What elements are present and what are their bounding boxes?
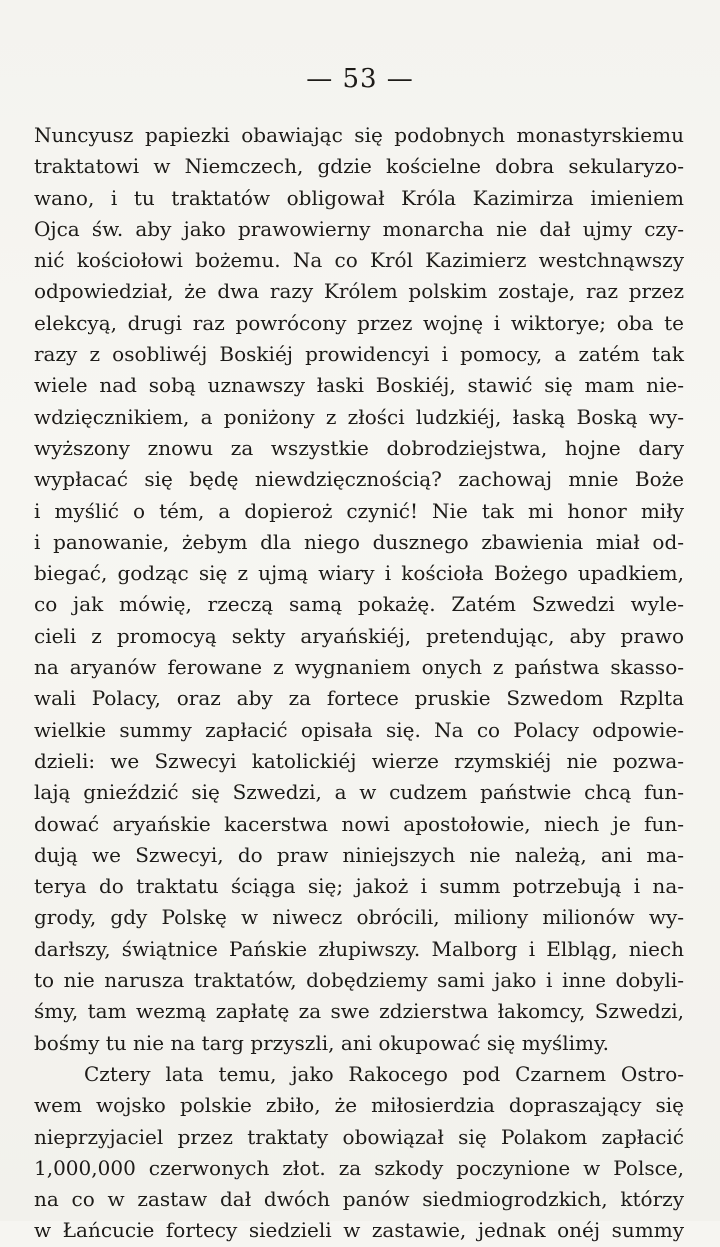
text-line: i panowanie, żebym dla niego dusznego zbawienia miał od- xyxy=(34,529,684,554)
text-line: Ojca św. aby jako prawowierny monarcha nie dał ujmy czy- xyxy=(34,216,684,241)
text-line: co jak mówię, rzeczą samą pokażę. Zatém Szwedzi wyle- xyxy=(34,592,684,617)
text-line: wypłacać się będę niewdzięcznością? zachowaj mnie Boże xyxy=(34,467,684,492)
text-line: na co w zastaw dał dwóch panów siedmiogrodzkich, którzy xyxy=(34,1187,684,1212)
text-line: elekcyą, drugi raz powrócony przez wojnę i wiktorye; oba te xyxy=(34,310,684,335)
body-text xyxy=(34,120,684,1247)
text-line: wielkie summy zapłacić opisała się. Na co Polacy odpowie- xyxy=(34,717,684,742)
text-line: na aryanów ferowane z wygnaniem onych z państwa skasso- xyxy=(34,655,684,680)
text-line: Nuncyusz papiezki obawiając się podobnych monastyrskiemu xyxy=(34,123,684,147)
text-line: darłszy, świątnice Pańskie złupiwszy. Malborg i Elbląg, niech xyxy=(34,936,684,961)
text-line: to nie narusza traktatów, dobędziemy sami jako i inne dobyli- xyxy=(34,968,684,993)
text-line: cieli z promocyą sekty aryańskiéj, pretendując, aby prawo xyxy=(34,623,684,648)
text-line: traktatowi w Niemczech, gdzie kościelne dobra sekularyzo- xyxy=(34,154,684,179)
text-line: wiele nad sobą uznawszy łaski Boskiéj, stawić się mam nie- xyxy=(34,373,684,398)
text-line: w Łańcucie fortecy siedzieli w zastawie, jednak onéj summy xyxy=(34,1218,684,1243)
text-line: wano, i tu traktatów obligował Króla Kazimirza imieniem xyxy=(34,185,684,210)
text-line: i myślić o tém, a dopieroż czynić! Nie tak mi honor miły xyxy=(34,498,684,523)
text-line: dzieli: we Szwecyi katolickiéj wierze rzymskiéj nie pozwa- xyxy=(34,748,684,773)
page-number: — 53 — xyxy=(306,64,414,94)
text-line: terya do traktatu ściąga się; jakoż i summ potrzebują i na- xyxy=(34,874,684,899)
text-line: lają gnieździć się Szwedzi, a w cudzem państwie chcą fun- xyxy=(34,780,684,805)
text-line: grody, gdy Polskę w niwecz obrócili, miliony milionów wy- xyxy=(34,905,684,930)
text-line: nić kościołowi bożemu. Na co Król Kazimierz westchnąwszy xyxy=(34,248,684,273)
text-line: nieprzyjaciel przez traktaty obowiązał się Polakom zapłacić xyxy=(34,1124,684,1149)
text-line: razy z osobliwéj Boskiéj prowidencyi i pomocy, a zatém tak xyxy=(34,342,684,367)
text-line: bośmy tu nie na targ przyszli, ani okupować się myślimy. xyxy=(34,1030,610,1055)
text-line: wdzięcznikiem, a poniżony z złości ludzkiéj, łaską Boską wy- xyxy=(34,404,684,429)
text-line: odpowiedział, że dwa razy Królem polskim zostaje, raz przez xyxy=(34,279,684,304)
text-line: biegać, godząc się z ujmą wiary i kościoła Bożego upadkiem, xyxy=(34,561,684,586)
text-line: wali Polacy, oraz aby za fortece pruskie Szwedom Rzplta xyxy=(34,686,684,711)
text-line: dują we Szwecyi, do praw niniejszych nie należą, ani ma- xyxy=(34,842,684,867)
text-line: wyższony znowu za wszystkie dobrodziejstwa, hojne dary xyxy=(34,435,684,460)
text-line: wem wojsko polskie zbiło, że miłosierdzia dopraszający się xyxy=(34,1093,684,1118)
text-line: śmy, tam wezmą zapłatę za swe zdzierstwa łakomcy, Szwedzi, xyxy=(34,999,684,1024)
text-line: 1,000,000 czerwonych złot. za szkody poczynione w Polsce, xyxy=(34,1155,684,1180)
text-line: dować aryańskie kacerstwa nowi apostołowie, niech je fun- xyxy=(34,811,684,836)
text-line: Cztery lata temu, jako Rakocego pod Czarnem Ostro- xyxy=(84,1061,684,1086)
